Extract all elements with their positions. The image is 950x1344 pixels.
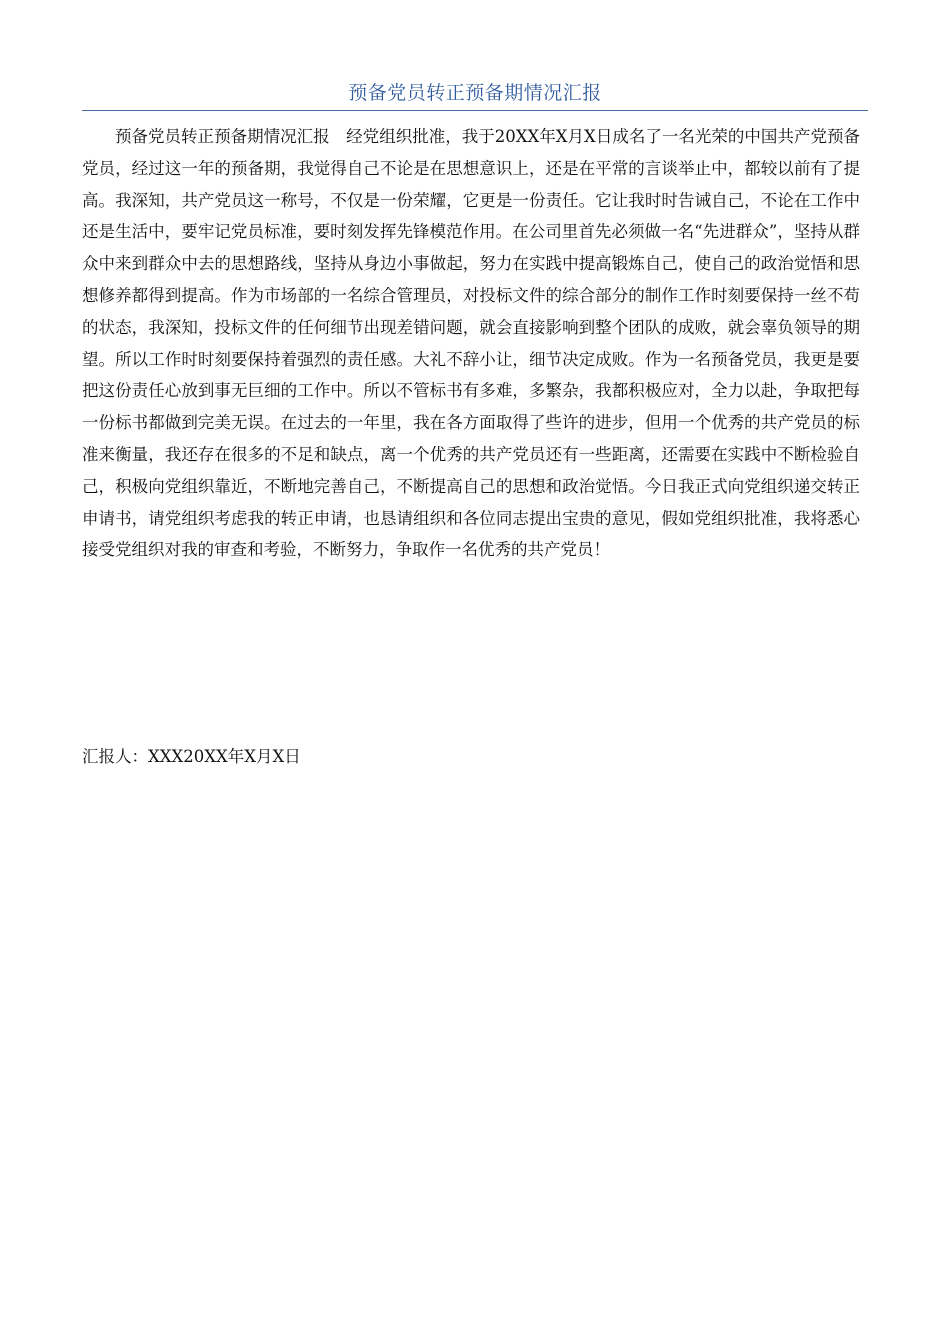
signature-line: 汇报人：XXX20XX年X月X日 xyxy=(82,747,301,766)
body-paragraph: 预备党员转正预备期情况汇报 经党组织批准，我于20XX年X月X日成名了一名光荣的中国共产党预备党员，经过这一年的预备期，我觉得自己不论是在思想意识上，还是在平常的言谈举止中，都较以前有了提高。我深知，共产党员这一称号，不仅是一份荣耀，它更是一份责任。它让我时时告诫自己，不论在工作中还是生活中，要牢记党员标准，要时刻发挥先锋模范作用。在公司里首先必须做一名“先进群众”，坚持从群众中来到群众中去的思想路线，坚持从身边小事做起，努力在实践中提高锻炼自己，使自己的政治觉悟和思想修养都得到提高。作为市场部的一名综合管理员，对投标文件的综合部分的制作工作时刻要保持一丝不苟的状态，我深知，投标文件的任何细节出现差错问题，就会直接影响到整个团队的成败，就会辜负领导的期望。所以工作时时刻要保持着强烈的责任感。大礼不辞小让，细节决定成败。作为一名预备党员，我更是要把这份责任心放到事无巨细的工作中。所以不管标书有多难，多繁杂，我都积极应对，全力以赴，争取把每一份标书都做到完美无误。在过去的一年里，我在各方面取得了些许的进步，但用一个优秀的共产党员的标准来衡量，我还存在很多的不足和缺点，离一个优秀的共产党员还有一些距离，还需要在实践中不断检验自己，积极向党组织靠近，不断地完善自己，不断提高自己的思想和政治觉悟。今日我正式向党组织递交转正申请书，请党组织考虑我的转正申请，也恳请组织和各位同志提出宝贵的意见，假如党组织批准，我将悉心接受党组织对我的审查和考验，不断努力，争取作一名优秀的共产党员！ xyxy=(82,127,860,560)
page-header xyxy=(82,78,868,111)
header-title: 预备党员转正预备期情况汇报 xyxy=(348,82,602,104)
